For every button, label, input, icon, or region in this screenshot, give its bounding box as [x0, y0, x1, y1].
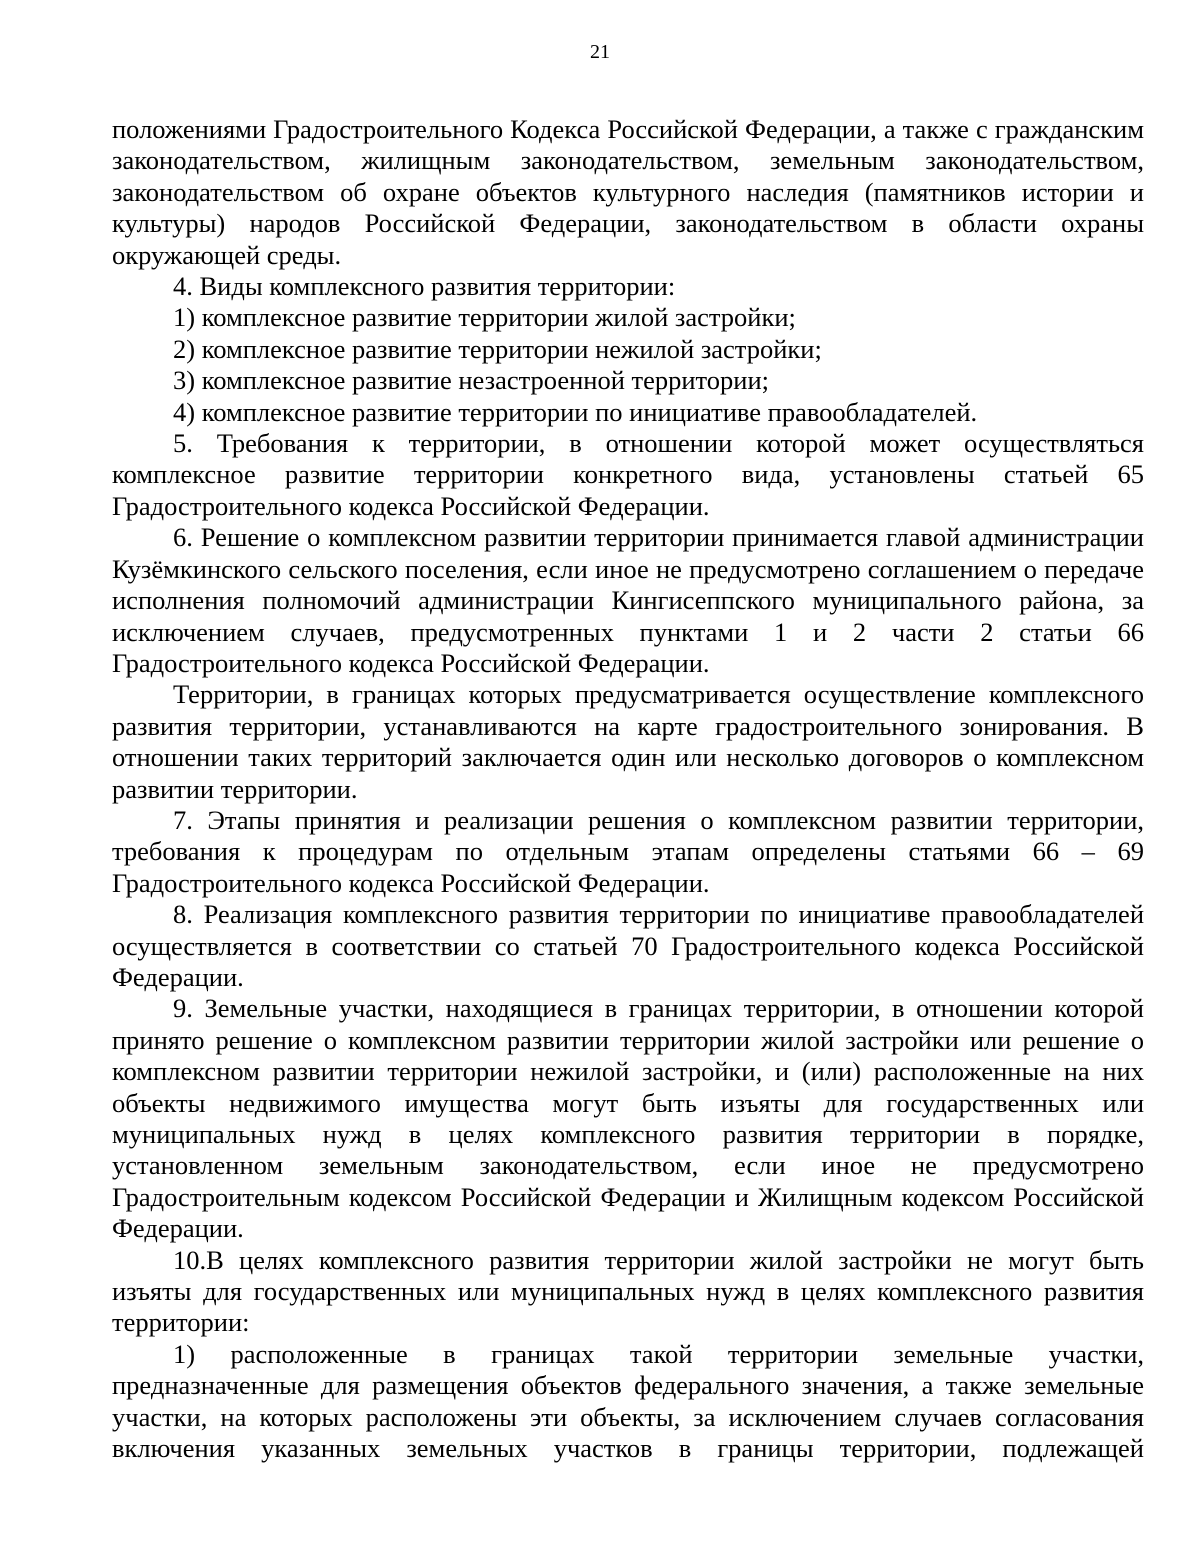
list-item-1: 1) комплексное развитие территории жилой застройки; — [173, 302, 796, 333]
paragraph-item-9: 9. Земельные участки, находящиеся в границах территории, в отношении которой принято решение о комплексном развитии территории жилой застройки или решение о комплексном развитии территории нежилой застройки, и (или) расположенные на них объекты недвижимого имущества могут быть изъяты для государственных или муниципальных нужд в целях комплексного развития территории в порядке, установленном земельным законодательством, если иное не предусмотрено Градостроительным кодексом Российской Федерации и Жилищным кодексом Российской Федерации. — [112, 993, 1144, 1244]
paragraph-subitem-1: 1) расположенные в границах такой территории земельные участки, предназначенные для размещения объектов федерального значения, а также земельные участки, на которых расположены эти объекты, за исключением случаев согласования включения указанных земельных участков в границы территории, подлежащей — [112, 1338, 1144, 1464]
paragraph-item-8: 8. Реализация комплексного развития территории по инициативе правообладателей осуществляется в соответствии со статьей 70 Градостроительного кодекса Российской Федерации. — [112, 899, 1144, 992]
paragraph-intro: положениями Градостроительного Кодекса Российской Федерации, а также с гражданским законодательством, жилищным законодательством, земельным законодательством, законодательством об охране объектов культурного наследия (памятников истории и культуры) народов Российской Федерации, законодательством в области охраны окружающей среды. — [112, 114, 1144, 270]
list-item-3: 3) комплексное развитие незастроенной территории; — [173, 365, 770, 396]
paragraph-item-7: 7. Этапы принятия и реализации решения о комплексном развитии территории, требования к процедурам по отдельным этапам определены статьями 66 – 69 Градостроительного кодекса Российской Федерации. — [112, 804, 1144, 898]
paragraph-item-6: 6. Решение о комплексном развитии территории принимается главой администрации Кузёмкинского сельского поселения, если иное не предусмотрено соглашением о передаче исполнения полномочий администрации Кингисеппского муниципального района, за исключением случаев, предусмотренных пунктами 1 и 2 части 2 статьи 66 Градостроительного кодекса Российской Федерации. — [112, 522, 1144, 678]
paragraph-item-5: 5. Требования к территории, в отношении которой может осуществляться комплексное развитие территории конкретного вида, установлены статьей 65 Градостроительного кодекса Российской Федерации. — [112, 428, 1144, 521]
paragraph-item-4: 4. Виды комплексного развития территории: — [173, 271, 676, 302]
paragraph-territories: Территории, в границах которых предусматривается осуществление комплексного развития территории, устанавливаются на карте градостроительного зонирования. В отношении таких территорий заключается один или несколько договоров о комплексном развитии территории. — [112, 679, 1144, 804]
document-body — [112, 114, 1144, 1464]
list-item-4: 4) комплексное развитие территории по инициативе правообладателей. — [173, 396, 978, 427]
list-item-2: 2) комплексное развитие территории нежилой застройки; — [173, 333, 822, 364]
page-number: 21 — [590, 41, 610, 63]
paragraph-item-10: 10.В целях комплексного развития территории жилой застройки не могут быть изъяты для государственных или муниципальных нужд в целях комплексного развития территории: — [112, 1244, 1144, 1338]
